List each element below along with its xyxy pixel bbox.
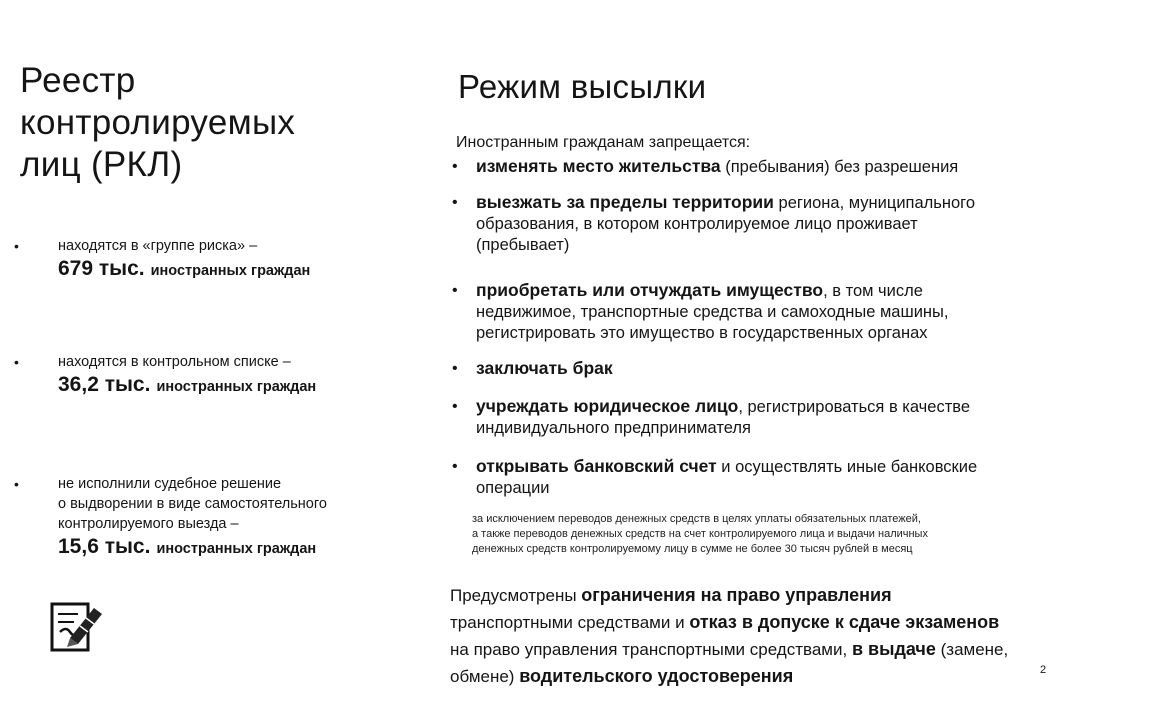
closing-text: обмене) [450, 667, 520, 686]
bullet: • [14, 238, 19, 254]
bullet: • [14, 354, 19, 370]
closing-bold: ограничения на право управления [581, 585, 892, 605]
note-line: за исключением переводов денежных средств в целях уплаты обязательных платежей, [472, 513, 921, 525]
bullet: • [452, 458, 458, 475]
registry-title-line: лиц (РКЛ) [20, 145, 183, 184]
prohibition-text: образования, в котором контролируемое лицо проживает [476, 215, 918, 233]
prohibition-bold: выезжать за пределы территории [476, 192, 774, 212]
bullet: • [452, 194, 458, 211]
prohibition-bold: открывать банковский счет [476, 456, 717, 476]
prohibition-text: (пребывания) без разрешения [720, 158, 959, 176]
count-value: 15,6 тыс. [58, 535, 151, 558]
bullet: • [452, 282, 458, 299]
page-number: 2 [1040, 664, 1047, 676]
prohibition-bold: изменять место жительства [476, 156, 721, 176]
prohibition-text: регистрировать это имущество в государственных органах [476, 324, 928, 342]
expulsion-regime-title: Режим высылки [458, 68, 707, 105]
prohibition-text: , в том числе [823, 282, 923, 300]
count-label: иностранных граждан [156, 541, 317, 557]
registry-title-line: Реестр [20, 61, 136, 100]
bullet: • [452, 398, 458, 415]
item-text: контролируемого выезда – [58, 516, 239, 532]
document-edit-icon [48, 598, 104, 656]
closing-bold: отказ в допуске к сдаче экзаменов [689, 612, 1000, 632]
closing-text: транспортными средствами [450, 613, 671, 632]
note-line: денежных средств контролируемому лицу в сумме не более 30 тысяч рублей в месяц [472, 543, 913, 555]
closing-bold: в выдаче [851, 639, 936, 659]
registry-title [20, 60, 420, 186]
prohibition-bold: заключать брак [476, 358, 613, 378]
prohibition-text: и осуществлять иные банковские [716, 458, 978, 476]
count-label: иностранных граждан [150, 263, 311, 279]
closing-text: и [670, 613, 690, 632]
prohibition-bold: учреждать юридическое лицо [476, 396, 739, 416]
registry-title-line: контролируемых [20, 103, 296, 142]
closing-text: (замене, [935, 640, 1009, 659]
exception-note [472, 512, 1132, 557]
count-value: 36,2 тыс. [58, 373, 151, 396]
item-text: находятся в контрольном списке – [58, 354, 291, 370]
bullet: • [452, 158, 458, 175]
prohibitions-intro: Иностранным гражданам запрещается: [456, 134, 751, 151]
prohibition-text: , регистрироваться в качестве [738, 398, 971, 416]
prohibition-bold: приобретать или отчуждать имущество [476, 280, 824, 300]
prohibition-text: региона, муниципального [773, 194, 975, 212]
item-text: о выдворении в виде самостоятельного [58, 496, 327, 512]
bullet: • [14, 476, 19, 492]
driving-restrictions-text [450, 582, 1140, 690]
count-label: иностранных граждан [156, 379, 317, 395]
prohibition-text: (пребывает) [476, 236, 570, 254]
closing-text: Предусмотрены [450, 586, 582, 605]
item-text: находятся в «группе риска» – [58, 238, 258, 254]
prohibition-text: операции [476, 479, 550, 497]
count-value: 679 тыс. [58, 257, 145, 280]
note-line: а также переводов денежных средств на счет контролируемого лица и выдачи наличных [472, 528, 928, 540]
item-text: не исполнили судебное решение [58, 476, 282, 492]
prohibition-text: недвижимое, транспортные средства и самоходные машины, [476, 303, 949, 321]
closing-bold: водительского удостоверения [519, 666, 794, 686]
prohibition-text: индивидуального предпринимателя [476, 419, 751, 437]
closing-text: на право управления транспортными средствами, [450, 640, 852, 659]
bullet: • [452, 360, 458, 377]
